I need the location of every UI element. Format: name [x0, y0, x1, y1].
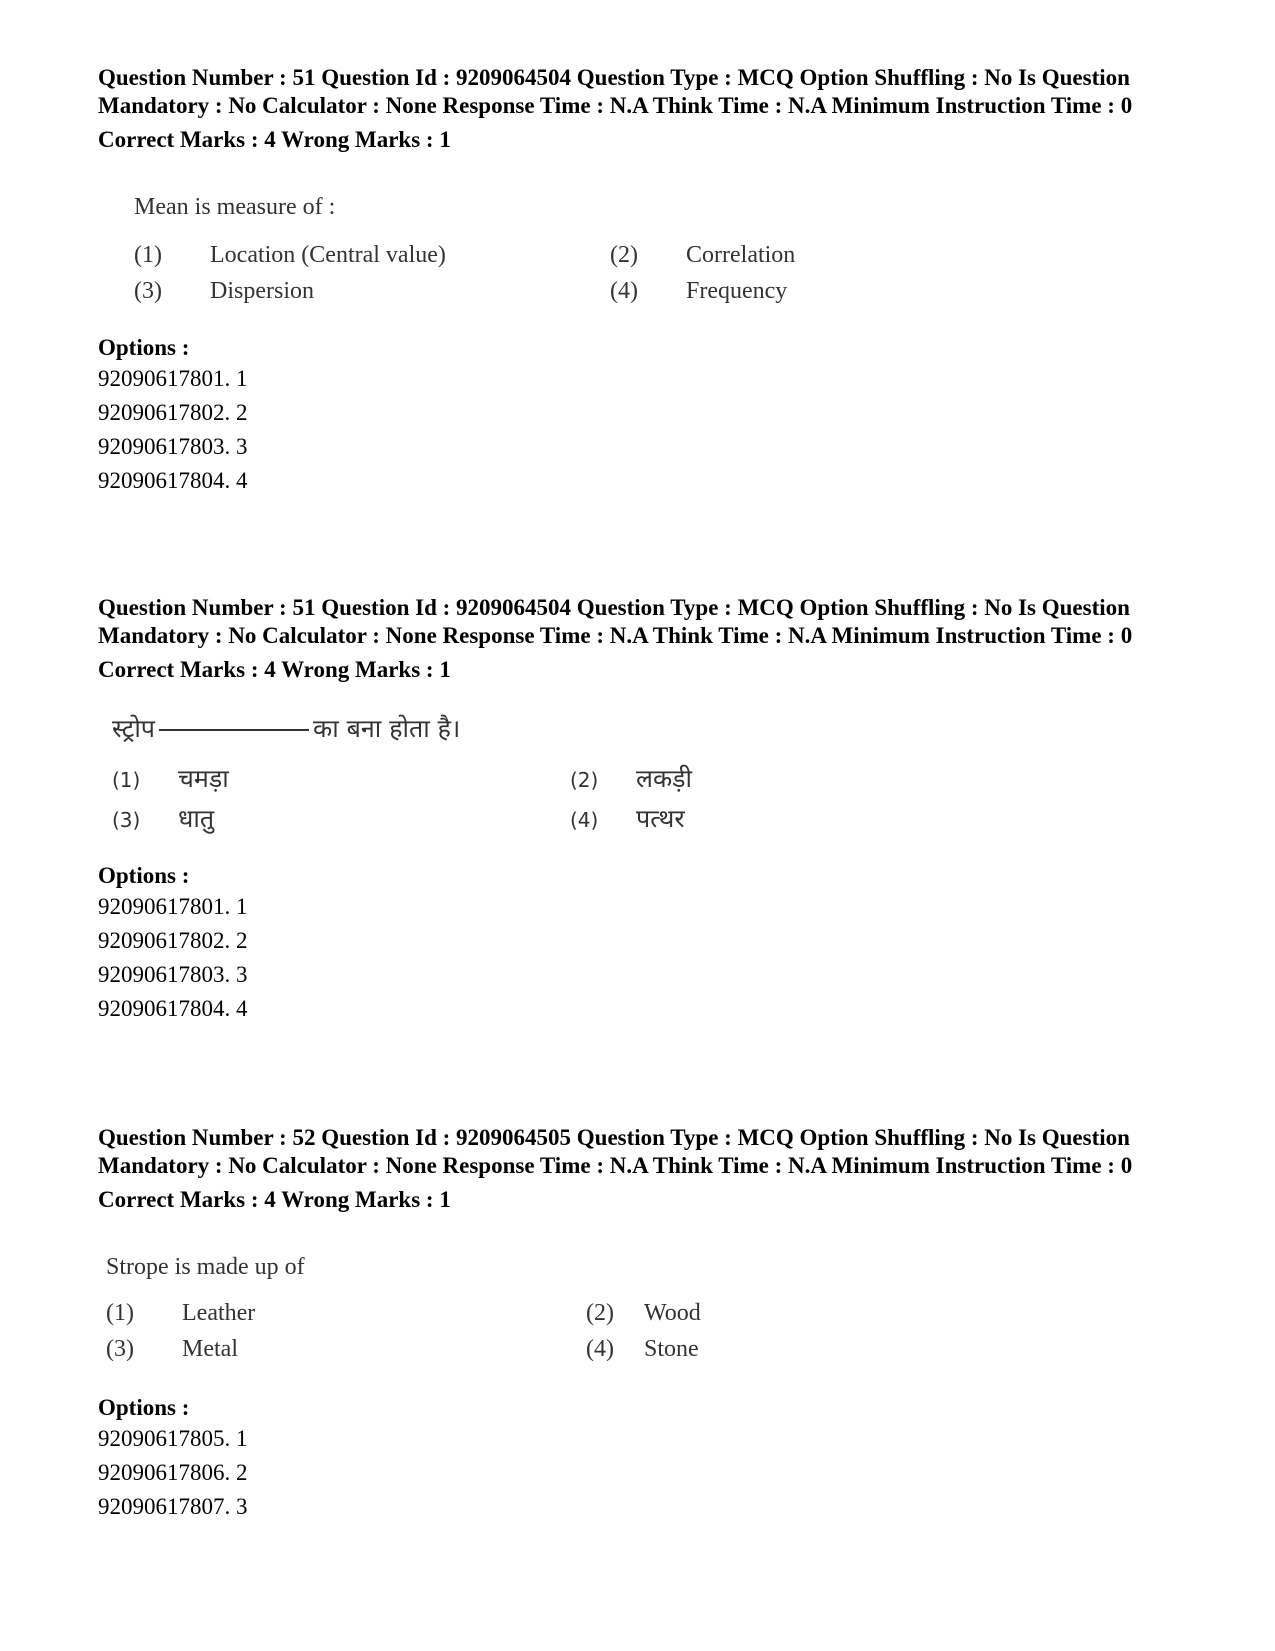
- question-header: Question Number : 51 Question Id : 9209064504 Question Type : MCQ Option Shuffling : No Is Question Mandatory : No Calculator : None Response Time : N.A Think Time : N.A Minimum Instruction Time : 0: [98, 65, 1133, 118]
- options-label: Options :: [98, 335, 190, 360]
- options-label: Options :: [98, 1395, 190, 1420]
- question-content: [98, 192, 1178, 312]
- question-block-3: [98, 1124, 1178, 1524]
- option-line: 92090617805. 1: [98, 1426, 248, 1451]
- option-line: 92090617807. 3: [98, 1494, 248, 1519]
- choice-number: (2): [570, 768, 599, 792]
- choice-number: (4): [570, 808, 599, 832]
- choice-number: (3): [134, 278, 162, 304]
- choice-4: [570, 804, 685, 835]
- choice-text: चमड़ा: [178, 764, 229, 793]
- stem-text-after: का बना होता है।: [313, 714, 461, 743]
- choice-text: Leather: [182, 1300, 256, 1326]
- question-marks: Correct Marks : 4 Wrong Marks : 1: [98, 657, 451, 682]
- choice-4: [586, 1334, 699, 1364]
- option-line: 92090617803. 3: [98, 434, 248, 459]
- question-content: [98, 714, 1178, 842]
- choice-number: (4): [610, 278, 638, 304]
- choice-text: Metal: [182, 1336, 238, 1362]
- option-line: 92090617801. 1: [98, 366, 248, 391]
- choice-2: [610, 240, 795, 270]
- choice-1: [112, 764, 229, 795]
- option-line: 92090617801. 1: [98, 894, 248, 919]
- choice-text: Wood: [644, 1300, 701, 1326]
- choice-text: Location (Central value): [210, 242, 446, 268]
- option-line: 92090617802. 2: [98, 400, 248, 425]
- choice-number: (3): [106, 1336, 134, 1362]
- choice-3: [106, 1334, 238, 1364]
- option-line: 92090617804. 4: [98, 468, 248, 493]
- choice-1: [106, 1298, 255, 1328]
- question-content: [98, 1252, 1178, 1372]
- choice-2: [570, 764, 692, 795]
- choice-number: (1): [112, 768, 141, 792]
- choice-number: (3): [112, 808, 141, 832]
- choice-number: (1): [134, 242, 162, 268]
- question-header: Question Number : 51 Question Id : 9209064504 Question Type : MCQ Option Shuffling : No Is Question Mandatory : No Calculator : None Response Time : N.A Think Time : N.A Minimum Instruction Time : 0: [98, 595, 1133, 648]
- question-header: Question Number : 52 Question Id : 9209064505 Question Type : MCQ Option Shuffling : No Is Question Mandatory : No Calculator : None Response Time : N.A Think Time : N.A Minimum Instruction Time : 0: [98, 1125, 1133, 1178]
- fill-in-blank: [159, 729, 309, 731]
- stem-text-before: स्ट्रोप: [112, 714, 156, 743]
- choice-text: धातु: [178, 804, 215, 833]
- option-line: 92090617803. 3: [98, 962, 248, 987]
- choice-number: (2): [610, 242, 638, 268]
- choice-3: [112, 804, 214, 835]
- question-stem: Mean is measure of :: [134, 194, 336, 220]
- question-stem: [112, 714, 460, 744]
- choice-4: [610, 276, 787, 306]
- choice-text: Frequency: [686, 278, 788, 304]
- choice-text: Stone: [644, 1336, 699, 1362]
- options-label: Options :: [98, 863, 190, 888]
- question-marks: Correct Marks : 4 Wrong Marks : 1: [98, 127, 451, 152]
- option-line: 92090617806. 2: [98, 1460, 248, 1485]
- question-marks: Correct Marks : 4 Wrong Marks : 1: [98, 1187, 451, 1212]
- option-line: 92090617802. 2: [98, 928, 248, 953]
- question-block-2: [98, 594, 1178, 1026]
- choice-1: [134, 240, 446, 270]
- option-line: 92090617804. 4: [98, 996, 248, 1021]
- choice-number: (4): [586, 1336, 614, 1362]
- choice-2: [586, 1298, 701, 1328]
- choice-text: Dispersion: [210, 278, 314, 304]
- choice-3: [134, 276, 314, 306]
- choice-text: पत्थर: [636, 804, 685, 833]
- choice-number: (1): [106, 1300, 134, 1326]
- choice-text: लकड़ी: [636, 764, 693, 793]
- question-block-1: [98, 64, 1178, 498]
- choice-text: Correlation: [686, 242, 796, 268]
- question-stem: Strope is made up of: [106, 1254, 305, 1280]
- choice-number: (2): [586, 1300, 614, 1326]
